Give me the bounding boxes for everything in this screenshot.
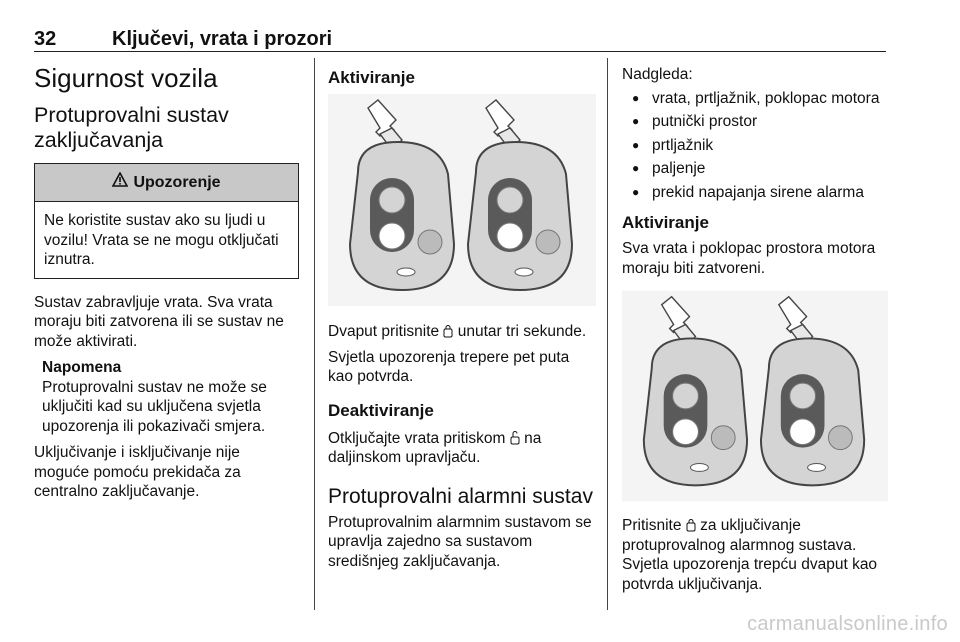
page-number: 32	[34, 28, 57, 50]
page-header	[34, 28, 886, 52]
heading-activation: Aktiviranje	[328, 68, 415, 87]
heading-activation-alarm: Aktiviranje	[622, 213, 709, 232]
press-text: Pritisnite za uključivanje protuprovalnog alarmnog sustava. Svjetla upozorenja trepću dvaput kao potvrda uključivanja.	[622, 517, 878, 593]
monitor-list	[622, 89, 888, 203]
alarm-text: Protuprovalnim alarmnim sustavom se upravlja zajedno sa sustavom središnjeg zaključavanja.	[328, 513, 592, 570]
alarm-title: Protuprovalni alarmni sustav	[328, 484, 593, 508]
monitors-label: Nadgleda:	[622, 66, 693, 83]
list-item: ● vrata, prtljažnik, poklopac motora	[622, 89, 888, 109]
lock-button-icon	[686, 518, 696, 532]
subtitle: Protuprovalni sustav zaključavanja	[34, 103, 229, 152]
key-fob-pair-illustration	[622, 290, 888, 502]
list-item: ● prtljažnik	[622, 136, 888, 156]
activation-confirm: Svjetla upozorenja trepere pet puta kao potvrda.	[328, 348, 570, 385]
column-divider-2	[607, 58, 608, 610]
key-fob-illustration-2	[622, 290, 888, 502]
activation-requirement: Sva vrata i poklopac prostora motora moraju biti zatvoreni.	[622, 240, 876, 277]
column-divider-1	[314, 58, 315, 610]
key-fob-illustration	[328, 94, 596, 306]
lock-button-icon	[443, 324, 453, 338]
note-label: Napomena	[42, 359, 122, 376]
key-fob-pair-illustration	[328, 94, 596, 306]
column-1	[34, 60, 299, 502]
paragraph-system: Sustav zabravljuje vrata. Sva vrata moraju biti zatvorena ili se sustav ne može aktivirati.	[34, 293, 284, 350]
list-item: ● prekid napajanja sirene alarma	[622, 183, 888, 203]
warning-header	[35, 164, 298, 202]
warning-text: Ne koristite sustav ako su ljudi u vozilu! Vrata se ne mogu otključati iznutra.	[44, 212, 279, 268]
column-2	[328, 60, 596, 571]
list-item: ● putnički prostor	[622, 112, 888, 132]
warning-box	[34, 163, 299, 279]
warning-label: Upozorenje	[133, 173, 221, 191]
warning-triangle-icon	[112, 172, 128, 193]
list-item: ● paljenje	[622, 159, 888, 179]
activation-text: Dvaput pritisnite unutar tri sekunde.	[328, 323, 587, 340]
section-title: Sigurnost vozila	[34, 63, 218, 93]
column-3	[622, 60, 888, 594]
heading-deactivation: Deaktiviranje	[328, 400, 434, 420]
paragraph-switch: Uključivanje i isključivanje nije moguće pomoću prekidača za centralno zaključavanje.	[34, 444, 241, 500]
chapter-title: Ključevi, vrata i prozori	[112, 28, 333, 50]
deactivation-text: Otključajte vrata pritiskom na daljinskom upravljaču.	[328, 429, 542, 466]
note-text: Protuprovalni sustav ne može se uključiti kad su uključena svjetla upozorenja ili pokazivači smjera.	[42, 378, 267, 435]
unlock-button-icon	[510, 431, 520, 445]
watermark: carmanualsonline.info	[747, 613, 948, 635]
